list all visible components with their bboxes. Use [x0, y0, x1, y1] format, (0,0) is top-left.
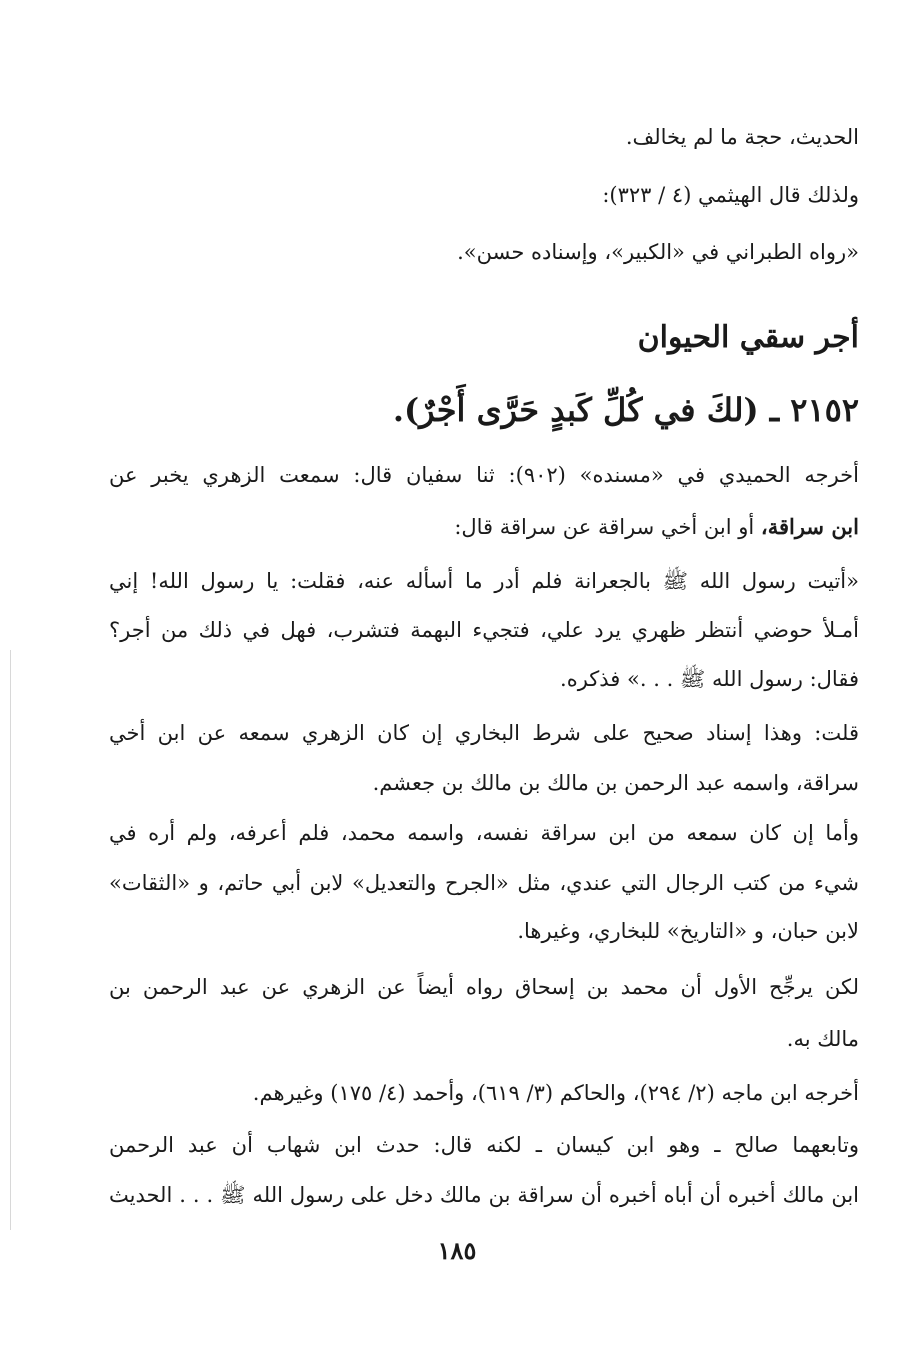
text-line: لابن حبان، و «التاريخ» للبخاري، وغيرها. — [517, 919, 859, 943]
text-line: ابن مالك أخبره أن أباه أخبره أن سراقة بن مالك دخل على رسول الله ﷺ . . . الحديث — [109, 1183, 859, 1207]
margin-rule — [10, 650, 11, 1230]
text-line: مالك به. — [786, 1027, 859, 1051]
text-line: سراقة، واسمه عبد الرحمن بن مالك بن مالك بن جعشم. — [372, 771, 859, 795]
page-number: ١٨٥ — [437, 1236, 477, 1265]
quote-line: أمـلأ حوضي أنتظر ظهري يرد علي، فتجيء البهمة فتشرب، فهل في ذلك من أجر؟ — [109, 618, 859, 642]
text-line — [109, 512, 859, 542]
narrator-name: ابن سراقة، — [760, 514, 859, 539]
text-line: الحديث، حجة ما لم يخالف. — [625, 125, 859, 149]
quote-line: فقال: رسول الله ﷺ . . .» فذكره. — [560, 667, 859, 691]
text-line: وتابعهما صالح ـ وهو ابن كيسان ـ لكنه قال: حدث ابن شهاب أن عبد الرحمن — [109, 1133, 859, 1157]
text-line: شيء من كتب الرجال التي عندي، مثل «الجرح والتعديل» لابن أبي حاتم، و «الثقات» — [109, 871, 859, 895]
text-line: وأما إن كان سمعه من ابن سراقة نفسه، واسمه محمد، فلم أعرفه، ولم أره في — [109, 821, 859, 845]
quote-line: «أتيت رسول الله ﷺ بالجعرانة فلم أدر ما أسأله عنه، فقلت: يا رسول الله! إني — [109, 569, 859, 593]
text-line: ولذلك قال الهيثمي (٤ / ٣٢٣): — [602, 183, 859, 207]
text-line: لكن يرجِّح الأول أن محمد بن إسحاق رواه أيضاً عن الزهري عن عبد الرحمن بن — [109, 975, 859, 999]
text-line: قلت: وهذا إسناد صحيح على شرط البخاري إن كان الزهري سمعه عن ابن أخي — [109, 721, 859, 745]
hadith-heading: ٢١٥٢ ـ (لكَ في كُلِّ كَبدٍ حَرَّى أَجْرٌ). — [392, 391, 859, 429]
quote-line: «رواه الطبراني في «الكبير»، وإسناده حسن». — [457, 240, 859, 264]
section-heading: أجر سقي الحيوان — [637, 320, 859, 355]
text-line: أخرجه ابن ماجه (٢/ ٢٩٤)، والحاكم (٣/ ٦١٩)، وأحمد (٤/ ١٧٥) وغيرهم. — [252, 1081, 859, 1105]
text-span: أو ابن أخي سراقة عن سراقة قال: — [454, 515, 761, 539]
text-line: أخرجه الحميدي في «مسنده» (٩٠٢): ثنا سفيان قال: سمعت الزهري يخبر عن — [109, 463, 859, 487]
